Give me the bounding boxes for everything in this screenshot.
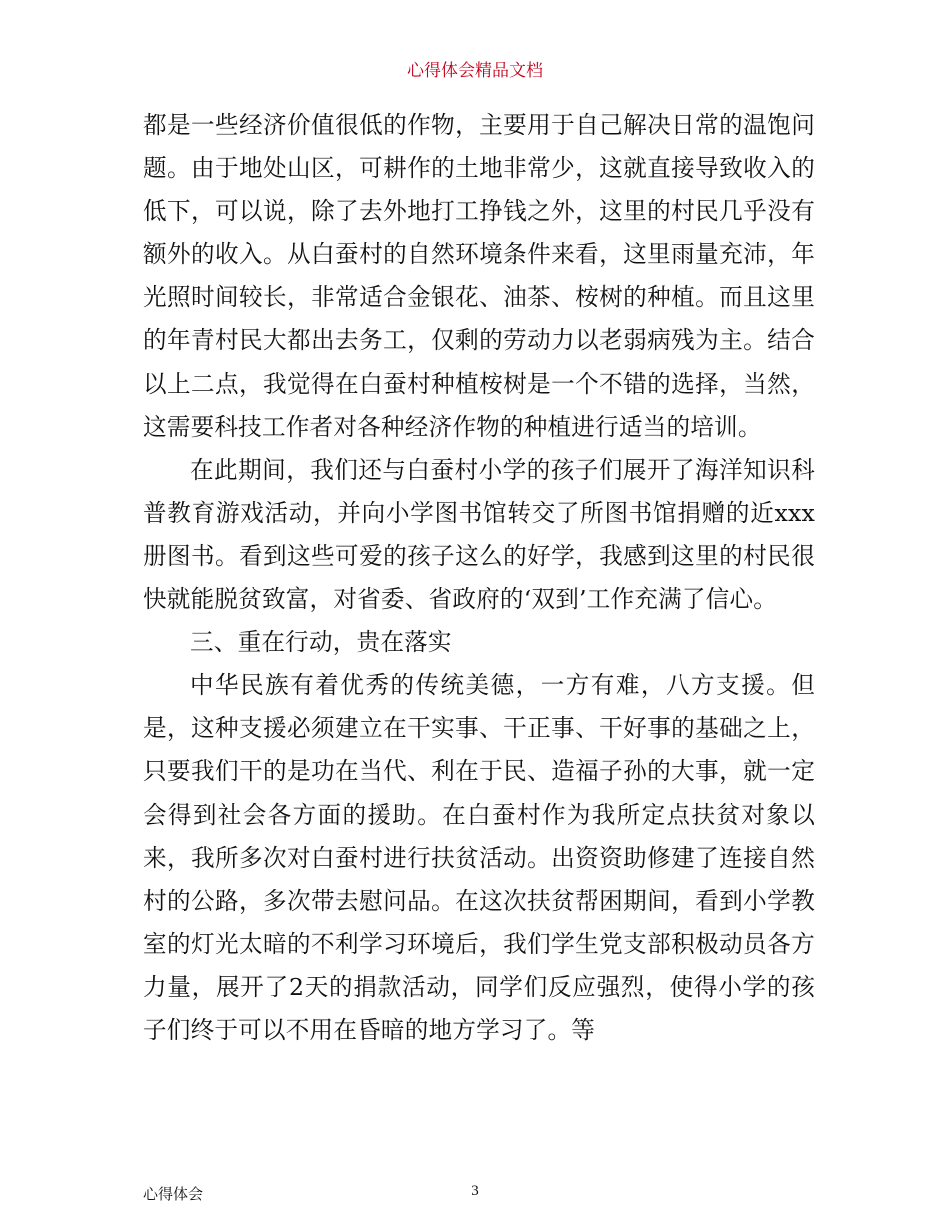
page-header-title: 心得体会精品文档 xyxy=(407,61,543,81)
document-body xyxy=(143,104,815,1052)
section-heading: 三、重在行动，贵在落实 xyxy=(190,628,452,657)
footer-label: 心得体会 xyxy=(143,1185,204,1203)
paragraph-activity: 在此期间，我们还与白蚕村小学的孩子们展开了海洋知识科普教育游戏活动，并向小学图书馆转交了所图书馆捐赠的近xxx册图书。看到这些可爱的孩子这么的好学，我感到这里的村民很快就能脱贫致富，对省委、省政府的‘双到’工作充满了信心。 xyxy=(143,455,815,614)
page-number: 3 xyxy=(471,1183,479,1199)
paragraph-action: 中华民族有着优秀的传统美德，一方有难，八方支援。但是，这种支援必须建立在干实事、干正事、干好事的基础之上，只要我们干的是功在当代、利在于民、造福子孙的大事，就一定会得到社会各方面的援助。在白蚕村作为我所定点扶贫对象以来，我所多次对白蚕村进行扶贫活动。出资资助修建了连接自然村的公路，多次带去慰问品。在这次扶贫帮困期间，看到小学教室的灯光太暗的不利学习环境后，我们学生党支部积极动员各方力量，展开了2天的捐款活动，同学们反应强烈，使得小学的孩子们终于可以不用在昏暗的地方学习了。等 xyxy=(143,671,815,1044)
paragraph-continuation: 都是一些经济价值很低的作物，主要用于自己解决日常的温饱问题。由于地处山区，可耕作的土地非常少，这就直接导致收入的低下，可以说，除了去外地打工挣钱之外，这里的村民几乎没有额外的收入。从白蚕村的自然环境条件来看，这里雨量充沛，年光照时间较长，非常适合金银花、油茶、桉树的种植。而且这里的年青村民大都出去务工，仅剩的劳动力以老弱病残为主。结合以上二点，我觉得在白蚕村种植桉树是一个不错的选择，当然，这需要科技工作者对各种经济作物的种植进行适当的培训。 xyxy=(143,111,815,441)
